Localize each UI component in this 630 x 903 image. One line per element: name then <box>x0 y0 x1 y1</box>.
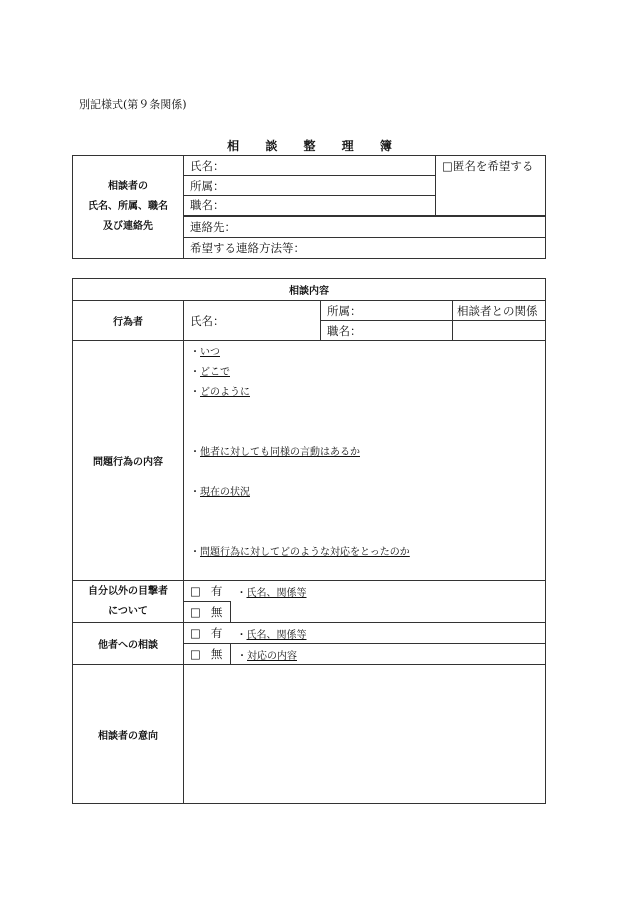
witness-yes-option[interactable]: □ 有 <box>184 581 231 602</box>
consultee-info-label: 相談者の 氏名、所属、職名 及び連絡先 <box>73 156 184 259</box>
intent-field[interactable] <box>184 665 546 804</box>
problem-details[interactable] <box>184 341 546 581</box>
witness-no-option[interactable]: □ 無 <box>184 602 231 623</box>
anonymous-option[interactable]: □匿名を希望する <box>436 156 546 216</box>
third-party-names-field[interactable]: ・氏名、関係等 <box>231 623 546 644</box>
actor-label: 行為者 <box>73 301 184 341</box>
problem-item: ・他者に対しても同様の言動はあるか <box>190 447 360 458</box>
consultee-table <box>72 155 546 259</box>
consultee-affiliation-field[interactable]: 所属： <box>184 176 436 196</box>
contact-method-field[interactable]: 希望する連絡方法等： <box>184 238 546 259</box>
intent-label: 相談者の意向 <box>73 665 184 804</box>
consultee-name-field[interactable]: 氏名： <box>184 156 436 176</box>
problem-item: ・どのように <box>190 387 250 398</box>
consultee-contact-field[interactable]: 連絡先： <box>184 216 546 238</box>
problem-item: ・どこで <box>190 367 230 378</box>
problem-item: ・いつ <box>190 347 220 358</box>
relation-label: 相談者との関係 <box>453 301 546 321</box>
witness-label: 自分以外の目撃者 について <box>73 581 184 623</box>
form-title: 相 談 整 理 簿 <box>227 139 403 153</box>
problem-item: ・問題行為に対してどのような対応をとったのか <box>190 547 410 558</box>
actor-position-field[interactable]: 職名： <box>321 321 453 341</box>
third-party-yes-option[interactable]: □ 有 <box>184 623 231 644</box>
problem-item: ・現在の状況 <box>190 487 250 498</box>
section-title: 相談内容 <box>73 279 546 301</box>
third-party-yes-checkbox: □ <box>190 626 201 640</box>
third-party-no-option[interactable]: □ 無 <box>184 644 231 665</box>
third-party-no-checkbox: □ <box>190 647 201 661</box>
actor-name-field[interactable]: 氏名： <box>184 301 321 341</box>
response-content-field[interactable]: ・対応の内容 <box>231 644 546 665</box>
third-party-label: 他者への相談 <box>73 623 184 665</box>
actor-affiliation-field[interactable]: 所属： <box>321 301 453 321</box>
consultation-table <box>72 278 546 804</box>
form-reference: 別記様式(第９条関係) <box>79 98 187 111</box>
witness-names-field[interactable]: ・氏名、関係等 <box>231 581 546 602</box>
consultee-position-field[interactable]: 職名： <box>184 196 436 216</box>
problem-label: 問題行為の内容 <box>73 341 184 581</box>
witness-blank <box>231 602 546 623</box>
witness-no-checkbox: □ <box>190 605 201 619</box>
relation-field[interactable] <box>453 321 546 341</box>
witness-yes-checkbox: □ <box>190 584 201 598</box>
anonymous-checkbox[interactable]: □ <box>442 159 453 173</box>
